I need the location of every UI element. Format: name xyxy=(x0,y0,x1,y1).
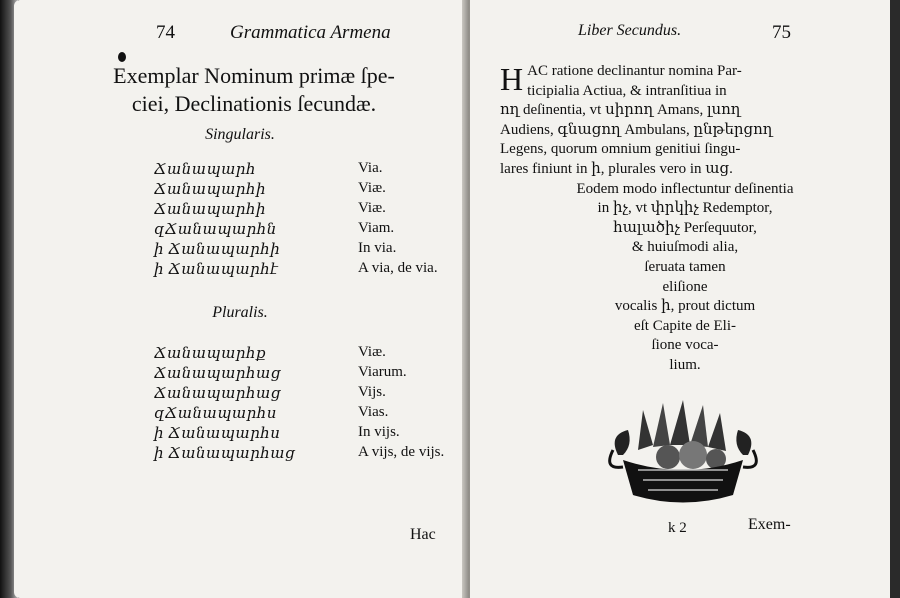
text-line: ſeruata tamen xyxy=(644,258,726,275)
left-catchword: Hac xyxy=(410,526,436,543)
latin-gloss: A vijs, de vijs. xyxy=(358,444,445,460)
armenian-form: զՃանապարհս xyxy=(154,406,277,422)
right-catchword: Exem- xyxy=(748,516,791,533)
table-row xyxy=(154,364,454,383)
text-line: lares finiunt in ի, plurales vero in աց. xyxy=(500,160,733,177)
right-page-number: 75 xyxy=(772,22,791,43)
left-running-head: Grammatica Armena xyxy=(230,22,391,43)
right-running-head: Liber Secundus. xyxy=(578,22,682,39)
text-line: & huiuſmodi alia, xyxy=(631,239,739,256)
armenian-form: ի Ճանապարհի xyxy=(154,242,281,258)
latin-gloss: Viæ. xyxy=(358,344,386,360)
text-line: Audiens, գնացող Ambulans, ընթերցող xyxy=(500,121,773,138)
right-page xyxy=(470,0,890,598)
table-row xyxy=(154,160,454,179)
latin-gloss: Vijs. xyxy=(358,384,386,400)
text-line: vocalis ի, prout dictum xyxy=(614,298,756,315)
armenian-form: Ճանապարհաց xyxy=(154,366,281,382)
latin-gloss: In vijs. xyxy=(358,424,400,440)
armenian-form: ի Ճանապարհաց xyxy=(154,446,296,462)
page-title xyxy=(54,62,454,118)
plural-heading: Pluralis. xyxy=(212,304,268,321)
table-row xyxy=(154,240,454,259)
table-row xyxy=(154,444,454,463)
title-line-1: Exemplar Nominum primæ ſpe- xyxy=(113,63,395,88)
latin-gloss: Viæ. xyxy=(358,180,386,196)
latin-gloss: Viarum. xyxy=(358,364,407,380)
text-line: lium. xyxy=(669,356,701,373)
armenian-form: Ճանապարհաց xyxy=(154,386,281,402)
signature-mark: k 2 xyxy=(668,520,687,536)
table-row xyxy=(154,180,454,199)
text-line: Legens, quorum omnium genitiui ſingu- xyxy=(500,141,741,158)
armenian-form: Ճանապարհք xyxy=(154,346,267,362)
text-line: AC ratione declinantur nomina Par- xyxy=(527,63,742,79)
latin-gloss: In via. xyxy=(358,240,397,256)
latin-gloss: A via, de via. xyxy=(358,260,438,276)
text-line: հալածիչ Perſequutor, xyxy=(613,219,757,236)
armenian-form: ի Ճանապարհէ xyxy=(154,262,279,278)
latin-gloss: Viæ. xyxy=(358,200,386,216)
text-line: eſt Capite de Eli- xyxy=(633,317,737,334)
table-row xyxy=(154,260,454,279)
drop-cap: H xyxy=(500,61,524,97)
latin-gloss: Vias. xyxy=(358,404,389,420)
armenian-form: զՃանապարհն xyxy=(154,222,277,238)
latin-gloss: Viam. xyxy=(358,220,395,236)
text-line: ſione voca- xyxy=(651,337,719,354)
fruit-basket-ornament-icon xyxy=(598,395,768,510)
singular-heading: Singularis. xyxy=(205,126,275,143)
table-row xyxy=(154,200,454,219)
armenian-form: ի Ճանապարհս xyxy=(154,426,281,442)
title-line-2: ciei, Declinationis ſecundæ. xyxy=(131,91,377,116)
text-line: ող deſinentia, vt սիրող Amans, լսող xyxy=(500,102,741,119)
table-row xyxy=(154,344,454,363)
text-line: ticipialia Actiua, & intranſitiua in xyxy=(527,82,727,99)
text-line: Eodem modo inflectuntur deſinentia xyxy=(576,180,794,197)
armenian-form: Ճանապարհ xyxy=(154,162,256,178)
left-page xyxy=(14,0,466,598)
table-row xyxy=(154,220,454,239)
left-page-number: 74 xyxy=(156,22,175,43)
body-paragraph xyxy=(500,62,870,376)
latin-gloss: Via. xyxy=(358,160,383,176)
ink-blot xyxy=(118,52,126,62)
text-line: in իչ, vt փրկիչ Redemptor, xyxy=(597,200,773,217)
text-line: eliſione xyxy=(662,278,708,295)
armenian-form: Ճանապարհի xyxy=(154,182,267,198)
table-row xyxy=(154,404,454,423)
armenian-form: Ճանապարհի xyxy=(154,202,267,218)
table-row xyxy=(154,384,454,403)
table-row xyxy=(154,424,454,443)
